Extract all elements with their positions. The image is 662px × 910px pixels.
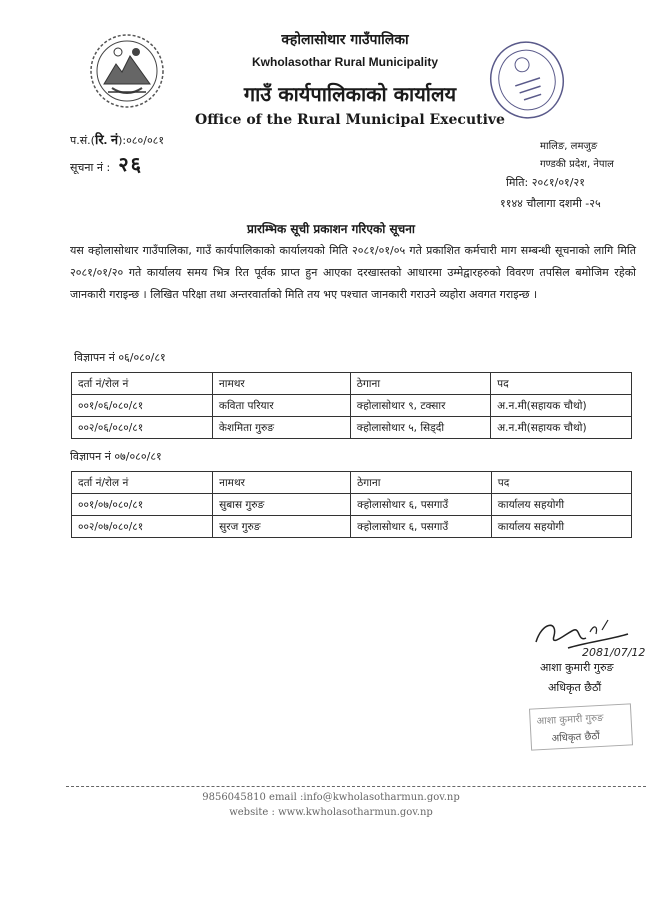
cell-position: कार्यालय सहयोगी <box>491 494 631 516</box>
column-header-roll: दर्ता नं/रोल नं <box>72 472 213 494</box>
dispatch-note: ११४४ चौलागा दशमी -२५ <box>500 197 601 210</box>
cell-address: क्होलासोथार ६, पसगाउँ <box>351 494 492 516</box>
column-header-address: ठेगाना <box>350 373 490 395</box>
column-header-name: नामथर <box>213 472 351 494</box>
cell-roll: ००२/०७/०८०/८१ <box>72 516 213 538</box>
svg-text:2081/07/12: 2081/07/12 <box>582 646 646 659</box>
cell-position: अ.न.मी(सहायक चौथो) <box>491 417 632 439</box>
footer-website: website : www.kwholasotharmun.gov.np <box>229 807 433 818</box>
cell-position: अ.न.मी(सहायक चौथो) <box>491 395 632 417</box>
handwritten-signature-icon <box>528 612 646 662</box>
advertisement-number-2: विज्ञापन नं ०७/०८०/८१ <box>70 450 162 463</box>
table-row <box>72 417 632 439</box>
cell-roll: ००२/०६/०८०/८१ <box>72 417 213 439</box>
government-emblem-icon <box>88 32 166 110</box>
address-line-1: मालिङ, लमजुङ <box>540 141 598 152</box>
address-line-2: गण्डकी प्रदेश, नेपाल <box>540 159 614 170</box>
candidate-table-1 <box>71 372 632 439</box>
cell-address: क्होलासोथार ५, सिड्दी <box>350 417 490 439</box>
column-header-position: पद <box>491 373 632 395</box>
table-row <box>72 395 632 417</box>
cell-position: कार्यालय सहयोगी <box>491 516 631 538</box>
table-header-row <box>72 472 632 494</box>
notice-number: सूचना नं : २६ <box>70 152 143 176</box>
footer-contact: 9856045810 email :info@kwholasotharmun.gov.np <box>202 792 460 803</box>
cell-name: कविता परियार <box>212 395 350 417</box>
column-header-name: नामथर <box>212 373 350 395</box>
column-header-address: ठेगाना <box>351 472 492 494</box>
municipality-name-en: Kwholasothar Rural Municipality <box>251 55 439 69</box>
table-row <box>72 494 632 516</box>
signer-name: आशा कुमारी गुरुङ <box>540 661 614 674</box>
cell-address: क्होलासोथार ६, पसगाउँ <box>351 516 492 538</box>
reference-number: प.सं.(रि. नं):०८०/०८१ <box>70 132 165 147</box>
municipality-name-np: क्होलासोथार गाउँपालिका <box>281 32 409 48</box>
cell-roll: ००१/०६/०८०/८१ <box>72 395 213 417</box>
reference-code: रि. नं <box>94 132 119 147</box>
cell-address: क्होलासोथार ९, टक्सार <box>350 395 490 417</box>
signer-title: अधिकृत छैठौं <box>548 681 602 694</box>
notice-number-value: २६ <box>118 152 143 176</box>
notice-title: प्रारम्भिक सूची प्रकाशन गरिएको सूचना <box>247 222 415 236</box>
cell-name: केशमिता गुरुङ <box>212 417 350 439</box>
notice-body: यस क्होलासोथार गाउँपालिका, गाउँ कार्यपालिकाको कार्यालयको मिति २०८१/०१/०५ गते प्रकाशित कर्मचारी माग सम्बन्धी सूचनाको लागि मिति २०८१/०१/२० गते कार्यालय समय भित्र रित पूर्वक प्राप्त हुन आएका दरखास्तको आधारमा उम्मेद्वारहरुको विवरण तपसिल बमोजिम रहेको जानकारी गराइन्छ । लिखित परिक्षा तथा अन्तरवार्ताको मिति तय भए पश्चात जानकारी गराउने व्यहोरा अवगत गराइन्छ । <box>70 244 636 301</box>
table-header-row <box>72 373 632 395</box>
name-seal <box>529 703 633 750</box>
column-header-roll: दर्ता नं/रोल नं <box>72 373 213 395</box>
cell-name: सुबास गुरुङ <box>213 494 351 516</box>
advertisement-number-1: विज्ञापन नं ०६/०८०/८१ <box>74 351 166 364</box>
table-row <box>72 516 632 538</box>
seal-title: अधिकृत छैठौं <box>551 731 601 745</box>
cell-roll: ००१/०७/०८०/८१ <box>72 494 213 516</box>
column-header-position: पद <box>491 472 631 494</box>
office-name-en: Office of the Rural Municipal Executive <box>195 112 505 128</box>
cell-name: सुरज गुरुङ <box>213 516 351 538</box>
seal-name: आशा कुमारी गुरुङ <box>536 712 604 728</box>
office-name-np: गाउँ कार्यपालिकाको कार्यालय <box>243 82 457 106</box>
footer-divider <box>66 786 646 787</box>
candidate-table-2 <box>71 471 632 538</box>
notice-date: मिति: २०८१/०१/२१ <box>506 176 585 189</box>
